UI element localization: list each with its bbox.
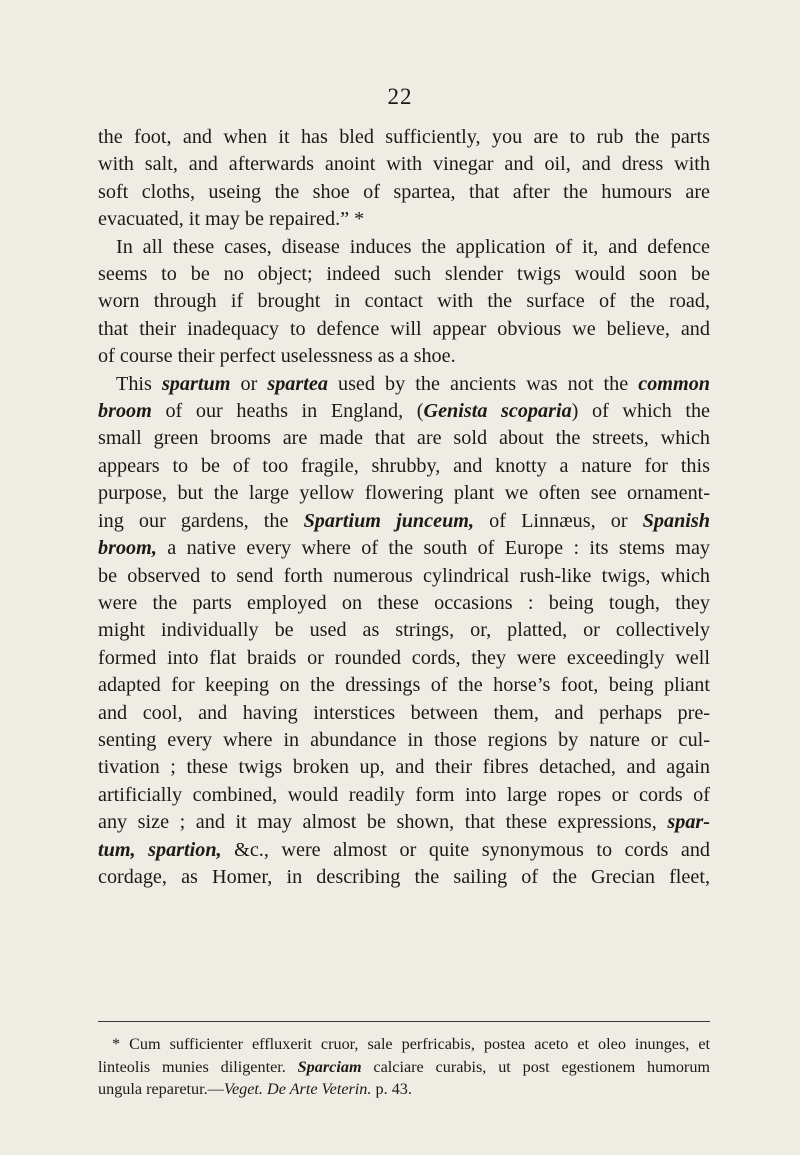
footnote-line <box>98 1078 710 1101</box>
text-segment: ungula reparetur.— <box>98 1080 224 1098</box>
text-line: In all these cases, disease induces the application of it, and defence <box>116 235 710 258</box>
text-segment: ) of which the <box>571 400 710 423</box>
text-segment: calciare curabis, ut post egestionem humorum <box>373 1057 710 1076</box>
text-line: worn through if brought in contact with the surface of the road, <box>98 290 710 313</box>
text-segment: linteolis munies diligenter. <box>98 1057 286 1076</box>
text-line <box>98 508 710 535</box>
text-line <box>98 535 710 562</box>
text-segment: &c., were almost or quite synonymous to cords and <box>234 838 711 861</box>
italic-term: common <box>638 372 711 395</box>
text-line: formed into flat braids or rounded cords, they were exceedingly well <box>98 646 710 669</box>
footnote <box>98 1033 710 1101</box>
text-line: cordage, as Homer, in describing the sailing of the Grecian fleet, <box>98 865 710 888</box>
italic-term: spartea <box>267 372 328 395</box>
italic-term: Spartium junceum, <box>303 509 475 532</box>
italic-term: spar- <box>667 811 711 834</box>
text-line <box>98 398 710 425</box>
text-line: small green brooms are made that are sold about the streets, which <box>98 427 710 450</box>
text-line: were the parts employed on these occasions : being tough, they <box>98 591 710 614</box>
text-line: artificially combined, would readily form into large ropes or cords of <box>98 783 710 806</box>
footnote-line <box>98 1056 710 1079</box>
text-line: seems to be no object; indeed such slender twigs would soon be <box>98 263 710 286</box>
text-line: evacuated, it may be repaired.” * <box>98 208 365 231</box>
text-line: the foot, and when it has bled sufficiently, you are to rub the parts <box>98 126 710 148</box>
text-line <box>98 371 710 398</box>
text-segment: This <box>116 372 152 395</box>
text-line: of course their perfect uselessness as a shoe. <box>98 345 456 368</box>
text-segment: of our heaths in England, ( <box>165 400 424 423</box>
text-segment: of Linnæus, or <box>489 509 628 532</box>
italic-term: tum, spartion, <box>98 838 222 861</box>
text-line: adapted for keeping on the dressings of the horse’s foot, being pliant <box>98 674 710 697</box>
text-line: purpose, but the large yellow flowering plant we often see ornament- <box>98 482 710 505</box>
text-line: appears to be of too fragile, shrubby, and knotty a nature for this <box>98 454 710 477</box>
footnote-divider <box>98 1021 710 1022</box>
text-segment: any size ; and it may almost be shown, that these expressions, <box>98 811 657 834</box>
text-line: tivation ; these twigs broken up, and their fibres detached, and again <box>98 756 710 779</box>
italic-term: Spanish <box>642 509 710 532</box>
italic-term: broom, <box>98 537 157 560</box>
text-segment: used by the ancients was not the <box>337 372 629 395</box>
text-line: senting every where in abundance in those regions by nature or cul- <box>98 728 710 751</box>
text-segment: or <box>240 372 258 395</box>
text-line <box>98 837 710 864</box>
citation: Veget. De Arte Veterin. <box>223 1080 372 1098</box>
italic-term: Genista scoparia <box>423 400 572 423</box>
italic-term: Sparciam <box>297 1057 362 1076</box>
text-line: might individually be used as strings, or, platted, or collectively <box>98 619 710 642</box>
text-line: be observed to send forth numerous cylindrical rush-like twigs, which <box>98 564 710 587</box>
italic-term: spartum <box>161 372 231 395</box>
text-line: soft cloths, useing the shoe of spartea, that after the humours are <box>98 180 710 203</box>
footnote-line: * Cum sufficienter effluxerit cruor, sale perfricabis, postea aceto et oleo inunges, et <box>112 1035 710 1053</box>
text-line <box>98 809 710 836</box>
text-segment: p. 43. <box>375 1080 412 1098</box>
text-line: that their inadequacy to defence will appear obvious we believe, and <box>98 317 710 340</box>
body-text <box>98 124 710 891</box>
text-line: and cool, and having interstices between them, and perhaps pre- <box>98 701 710 724</box>
italic-term: broom <box>98 400 152 423</box>
text-line: with salt, and afterwards anoint with vinegar and oil, and dress with <box>98 153 710 176</box>
text-segment: a native every where of the south of Europe : its stems may <box>167 537 711 560</box>
text-segment: ing our gardens, the <box>98 509 289 532</box>
page-number: 22 <box>387 84 413 109</box>
